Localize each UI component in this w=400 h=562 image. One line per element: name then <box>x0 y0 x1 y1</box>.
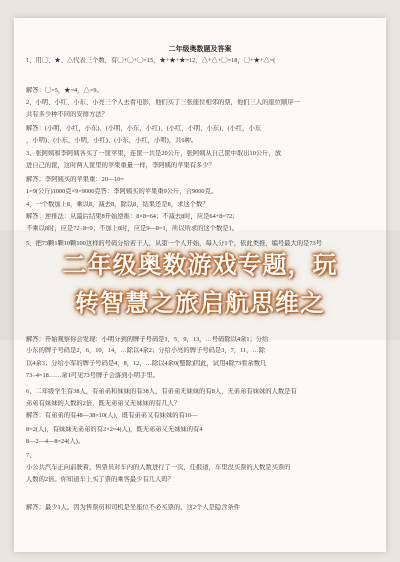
text-line: 小公共汽车正向前驶着，售票员对车内的人数进行了一次，任报道，车里没买票的人数是买票的 <box>26 464 291 471</box>
text-line: 弟弟有妹妹的人数的2倍，既无弟弟又无妹妹的有几人？ <box>26 400 181 407</box>
text-line: 解答：◯=5，★=4，△=9。 <box>26 87 103 94</box>
text-line: 进自己的筐，这时两人筐里的苹果重量一样，李阿姨的苹果有多少？ <box>26 162 215 169</box>
text-line: 8—2—4—8=24(人)。 <box>26 438 85 445</box>
text-line: 人数的2倍。你知道车上买了票的乘客最少有几人吗？ <box>26 476 174 483</box>
text-line: 7、 <box>26 452 36 459</box>
text-line: 解答：开始观察你会发现：小明分到的牌子号码是1，5，9，13，…号码除以4余1；分给 <box>26 336 269 343</box>
text-line: 8=2(人)，有妹妹无弟弟的有2×2=4(人)，既无弟弟又无妹妹的有4 <box>26 426 203 433</box>
text-line: ，小明)、(小东，小明，小红)、(小东，小红，小明)，共6种。 <box>26 137 198 144</box>
text-line: 6、二年级学生有38人，有弟弟和妹妹的有38人，有弟弟无妹妹的有8人，无弟弟有妹妹的人数是有 <box>26 388 297 395</box>
text-line: 5、把73颗1颗10颗100这样的号码分给若干人，从第一个人开始，每人分1个，依此类推，编号最大的是73号 <box>26 240 322 247</box>
text-line: 3、张阿姨和李阿姨各买了一筐苹果，连筐一共是20公斤，张阿姨从自己筐中取出10公斤，放 <box>26 150 282 157</box>
document-title: 二年级奥数题及答案 <box>168 45 232 53</box>
text-line: 4、一个数加上8，乘以8，减去8，除以8，结果还是8，求这个数？ <box>26 201 209 208</box>
text-line: 解答：有弟弟的有48—38=10(人)，既有弟弟又有妹妹的有10— <box>26 412 198 419</box>
text-line: 解答：逆推法：从最后结果8开始逆推：8×8=64；不减去8时，应是64+8=72； <box>26 213 239 220</box>
text-line: 解答：李阿姨买的苹果重：20—10= <box>26 176 125 183</box>
text-line: 共有多少种不同的安排方法？ <box>26 111 108 118</box>
banner-title-line-2: 转智慧之旅启航思维之 <box>75 289 325 317</box>
text-line: 以4余3；分给小军的牌子号码是4，8，12，…除以4余0(整除)因此，试用4除73看余数几 <box>26 360 267 367</box>
text-line: 不乘以8时，应是72÷8=9；不加上8时，应是9—8=1，所以所求的这个数是1。 <box>26 225 239 232</box>
text-line: 小东的牌子号码是2，6，10，14，…除以4余2；分给小亮的牌子号码是3，7，11，…除 <box>26 347 266 354</box>
text-line: 73÷4=18……余1可见73号牌子会落到小明手里。 <box>26 372 159 379</box>
text-line: 解答：最少1人。因为售票员和司机是坐座位不必买票的，这2个人是隐含条件 <box>26 504 241 511</box>
text-line: 1、用◯、★、△代表三个数，有◯+◯+◯=15，★+★+★=12，△+△+◯=18，◯+★+△=( <box>26 57 276 64</box>
text-line: 1=9(公斤)1000克×9=9000克答：李阿姨买的苹果重9公斤，合9000克。 <box>26 188 218 195</box>
text-line: 2、小明、小红、小东、小亮三个人去看电影，他们买了三张座位相邻的票，他们三人的座位顺序一 <box>26 99 300 106</box>
text-line: 解答：(小明，小红，小东)、(小明，小东，小红)、(小红，小明，小东)、(小红，小东 <box>26 125 262 132</box>
banner-title-line-1: 二年级奥数游戏专题，玩 <box>62 251 338 279</box>
